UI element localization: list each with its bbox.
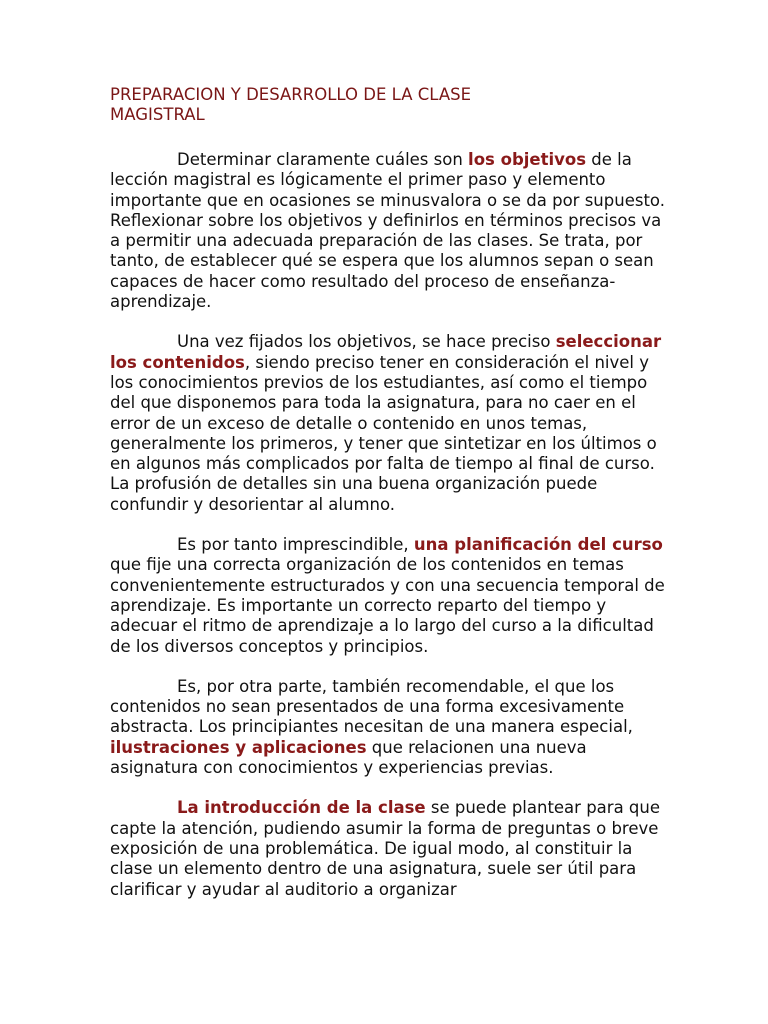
page-title bbox=[110, 85, 670, 125]
paragraph-text: se puede plantear para que capte la atención, pudiendo asumir la forma de preguntas o breve exposición de una problemática. De igual modo, al constituir la clase un elemento dentro de una asignatura, suele ser útil para clarificar y ayudar al auditorio a organizar bbox=[110, 798, 661, 899]
paragraph-text: , siendo preciso tener en consideración el nivel y los conocimientos previos de los estudiantes, así como el tiempo del que disponemos para toda la asignatura, para no caer en el error de un exceso de detalle o contenido en unos temas, generalmente los primeros, y tener que sintetizar en los últimos o en algunos más complicados por falta de tiempo al final de curso. La profusión de detalles sin una buena organización puede confundir y desorientar al alumno. bbox=[110, 352, 657, 514]
highlight-course-planning: una planificación del curso bbox=[413, 535, 663, 555]
highlight-illustrations: ilustraciones y aplicaciones bbox=[110, 737, 367, 757]
paragraph-text: que relacionen una nueva asignatura con conocimientos y experiencias previas. bbox=[110, 737, 587, 778]
paragraph-text: que fije una correcta organización de los contenidos en temas convenientemente estructurados y con una secuencia temporal de aprendizaje. Es importante un correcto reparto del tiempo y adecuar el ritmo de aprendizaje a lo largo del curso a la dificultad de los diversos conceptos y principios. bbox=[110, 555, 665, 656]
highlight-select-contents: seleccionar los contenidos bbox=[110, 332, 662, 372]
paragraph-illustrations bbox=[110, 677, 670, 778]
paragraph-introduction bbox=[110, 798, 670, 899]
paragraph-text: Es por tanto imprescindible, bbox=[177, 535, 414, 555]
title-line-1: PREPARACION Y DESARROLLO DE LA CLASE bbox=[110, 85, 472, 104]
paragraph-text: Determinar claramente cuáles son bbox=[177, 150, 469, 169]
paragraph-objectives bbox=[110, 150, 670, 312]
paragraph-contents bbox=[110, 332, 670, 515]
paragraph-planning bbox=[110, 535, 670, 657]
paragraph-text: Una vez fijados los objetivos, se hace preciso bbox=[177, 332, 556, 352]
paragraph-text: de la lección magistral es lógicamente el primer paso y elemento importante que en ocasiones se minusvalora o se da por supuesto. Reflexionar sobre los objetivos y definirlos en términos precisos va a permitir una adecuada preparación de las clases. Se trata, por tanto, de establecer qué se espera que los alumnos sepan o sean capaces de hacer como resultado del proceso de enseñanza-aprendizaje. bbox=[110, 150, 665, 312]
highlight-objectives: los objetivos bbox=[468, 150, 587, 169]
title-line-2: MAGISTRAL bbox=[110, 105, 205, 124]
highlight-class-introduction: La introducción de la clase bbox=[177, 798, 426, 818]
paragraph-text: Es, por otra parte, también recomendable, el que los contenidos no sean presentados de una forma excesivamente abstracta. Los principiantes necesitan de una manera especial, bbox=[110, 676, 633, 737]
document-page bbox=[110, 85, 670, 920]
